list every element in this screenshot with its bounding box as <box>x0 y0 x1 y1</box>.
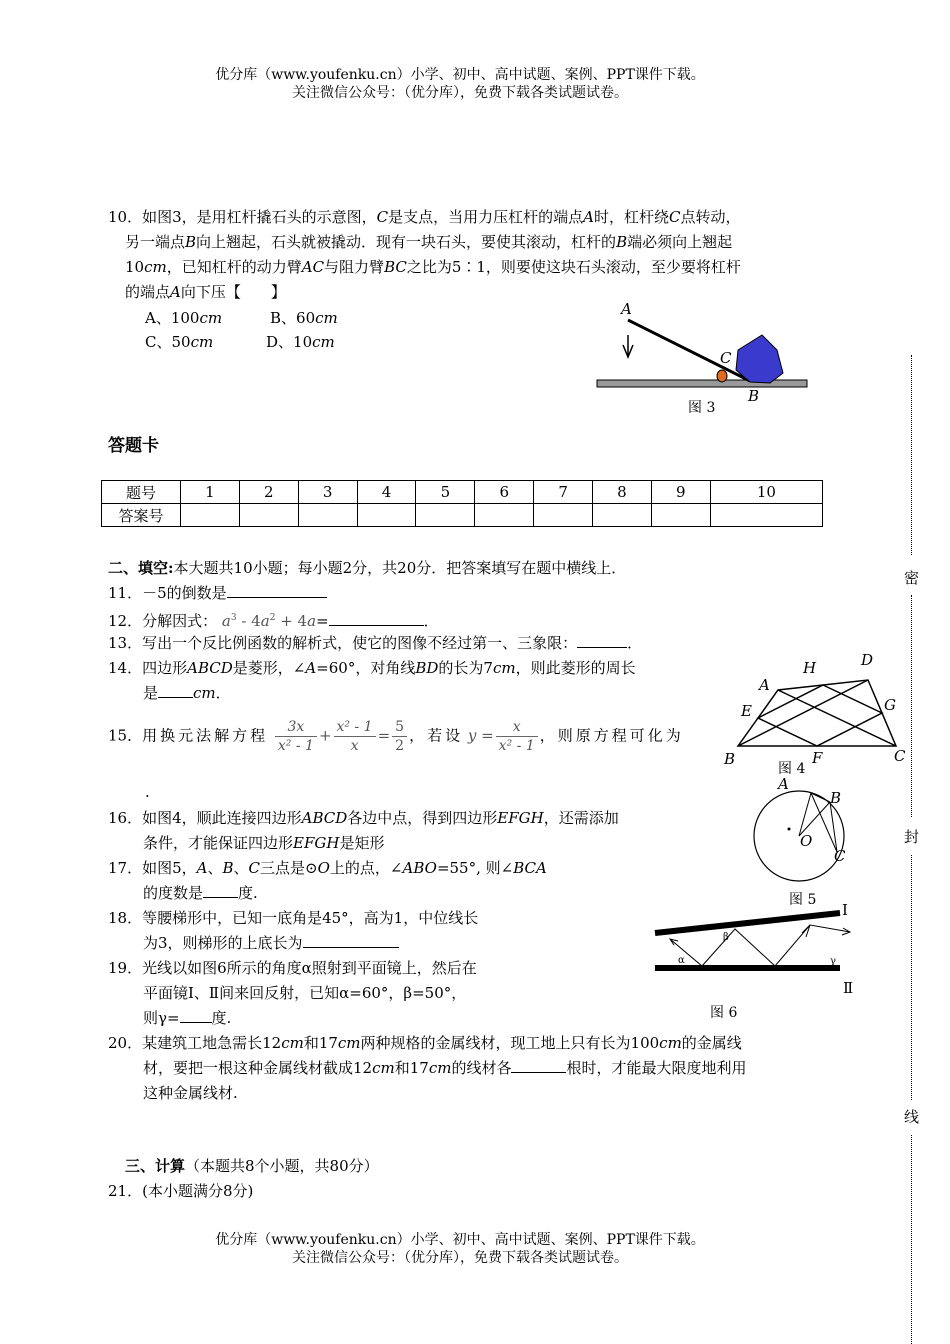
svg-text:Ⅰ: Ⅰ <box>842 901 848 919</box>
svg-text:α: α <box>678 955 685 966</box>
lever <box>628 320 750 381</box>
answer-cell[interactable] <box>298 504 357 527</box>
fulcrum <box>717 370 727 382</box>
answer-cell[interactable] <box>710 504 822 527</box>
table-cell: 9 <box>651 481 710 504</box>
answer-cell[interactable] <box>475 504 534 527</box>
figure-5-circle <box>745 772 865 912</box>
footer-line-2: 关注微信公众号：（优分库），免费下载各类试题试卷。 <box>292 1250 628 1266</box>
footer-line-1: 优分库（www.youfenku.cn）小学、初中、高中试题、案例、PPT课件下载。 <box>215 1232 705 1248</box>
answer-blank[interactable] <box>303 931 399 948</box>
header-line-1: 优分库（www.youfenku.cn）小学、初中、高中试题、案例、PPT课件下载。 <box>215 67 705 83</box>
table-cell: 1 <box>181 481 240 504</box>
answer-blank[interactable] <box>511 1056 566 1073</box>
table-cell: 3 <box>298 481 357 504</box>
figure-6-mirrors <box>640 895 865 1030</box>
svg-text:C: C <box>834 847 846 865</box>
answer-cell[interactable] <box>651 504 710 527</box>
svg-text:C: C <box>894 747 906 765</box>
seal-char-1: 密 <box>904 569 920 587</box>
label-c: C <box>720 349 732 367</box>
fraction: $\frac{3x}{\text{x² - 1}}$ <box>275 718 317 755</box>
mirror-1 <box>655 913 840 933</box>
table-cell: 7 <box>534 481 593 504</box>
quad-efgh <box>758 685 882 746</box>
seal-char-2: 封 <box>904 828 920 846</box>
answer-blank[interactable] <box>227 581 327 598</box>
answer-blank[interactable] <box>577 631 627 648</box>
question-12: 12．分解因式： $a^3 - 4a^2 + 4a=$ ． <box>108 606 439 634</box>
answer-cell[interactable] <box>534 504 593 527</box>
table-cell: 2 <box>239 481 298 504</box>
answer-blank[interactable] <box>329 609 424 626</box>
svg-text:F: F <box>812 749 823 767</box>
answer-cell[interactable] <box>593 504 652 527</box>
label-b: B <box>748 387 760 405</box>
svg-text:O: O <box>800 832 813 850</box>
caption: 图 5 <box>789 892 817 908</box>
caption: 图 4 <box>778 761 806 777</box>
question-14: 14．四边形ABCD是菱形，∠A=60°，对角线BD的长为7cm，则此菱形的周长 <box>108 659 636 677</box>
page-header <box>0 66 920 102</box>
question-11: 11．－5的倒数是 <box>108 581 327 606</box>
label-a: A <box>621 300 632 318</box>
option-a[interactable]: A、100cm <box>145 309 223 327</box>
table-row <box>102 481 823 504</box>
row-head-number: 题号 <box>102 481 181 504</box>
diagonal-ac <box>778 690 896 746</box>
question-16: 16．如图4，顺此连接四边形ABCD各边中点，得到四边形EFGH，还需添加 <box>108 809 619 827</box>
answer-cell[interactable] <box>357 504 416 527</box>
answer-blank[interactable] <box>203 881 238 898</box>
option-b[interactable]: B、60cm <box>270 309 338 327</box>
binding-line <box>911 355 912 555</box>
svg-text:β: β <box>723 932 729 943</box>
fraction: $\frac{x}{\text{x² - 1}}$ <box>496 718 538 755</box>
svg-text:A: A <box>778 775 789 793</box>
question-21: 21．(本小题满分8分) <box>108 1182 254 1200</box>
diagonal-bd <box>738 680 868 746</box>
table-cell: 10 <box>710 481 822 504</box>
figure-3-lever <box>590 295 820 420</box>
answer-card-title: 答题卡 <box>108 436 159 456</box>
svg-text:E: E <box>741 702 752 720</box>
binding-line <box>911 595 912 817</box>
table-cell: 4 <box>357 481 416 504</box>
svg-text:B: B <box>724 750 736 768</box>
question-18: 18．等腰梯形中，已知一底角是45°，高为1，中位线长 <box>108 909 479 927</box>
stone <box>736 335 783 383</box>
fraction: $\frac{\text{x² - 1}}{x}$ <box>334 718 376 755</box>
figure-4-quadrilateral <box>718 650 918 780</box>
question-19: 19．光线以如图6所示的角度α照射到平面镜上，然后在 <box>108 959 477 977</box>
svg-text:G: G <box>884 696 896 714</box>
row-head-answer: 答案号 <box>102 504 181 527</box>
ground <box>597 380 807 387</box>
header-line-2: 关注微信公众号：（优分库），免费下载各类试题试卷。 <box>292 85 628 101</box>
table-cell: 8 <box>593 481 652 504</box>
svg-text:B: B <box>830 789 842 807</box>
caption: 图 6 <box>710 1005 738 1021</box>
page-footer <box>0 1231 920 1267</box>
svg-text:A: A <box>759 676 770 694</box>
answer-blank[interactable] <box>180 1006 212 1023</box>
question-13: 13．写出一个反比例函数的解析式，使它的图像不经过第一、三象限： ． <box>108 631 642 656</box>
svg-text:D: D <box>861 651 874 669</box>
seal-char-3: 线 <box>904 1108 920 1126</box>
answer-blank[interactable] <box>158 681 193 698</box>
answer-cell[interactable] <box>416 504 475 527</box>
svg-text:Ⅱ: Ⅱ <box>843 979 854 997</box>
binding-line <box>911 855 912 1100</box>
question-17: 17．如图5，A、B、C三点是⊙O上的点，∠ABO=55°, 则∠BCA <box>108 859 547 877</box>
table-row <box>102 504 823 527</box>
answer-cell[interactable] <box>181 504 240 527</box>
fraction: $\frac{5}{2}$ <box>392 718 407 755</box>
table-cell: 6 <box>475 481 534 504</box>
option-d[interactable]: D、10cm <box>266 333 335 351</box>
section-3-heading: 三、计算（本题共8个小题，共80分） <box>125 1157 379 1175</box>
question-15: 15．用换元法解方程 $\frac{3x}{\text{x² - 1}}$ + $\frac{\text{x² - 1}}{x}$ = $\frac{5}{2}$ ，若设 y = $\frac{x}{\text{x² - 1}}$ ，则原方程可化为 <box>108 719 684 754</box>
caption: 图 3 <box>688 400 716 416</box>
question-20: 20．某建筑工地急需长12cm和17cm两种规格的金属线材，现工地上只有长为100cm的金属线 <box>108 1034 742 1052</box>
svg-text:γ: γ <box>830 956 836 967</box>
section-2-heading: 二、填空:本大题共10小题；每小题2分，共20分．把答案填写在题中横线上． <box>108 559 627 577</box>
table-cell: 5 <box>416 481 475 504</box>
option-c[interactable]: C、50cm <box>145 333 214 351</box>
svg-text:H: H <box>803 659 817 677</box>
answer-card-table <box>101 480 823 527</box>
answer-cell[interactable] <box>239 504 298 527</box>
